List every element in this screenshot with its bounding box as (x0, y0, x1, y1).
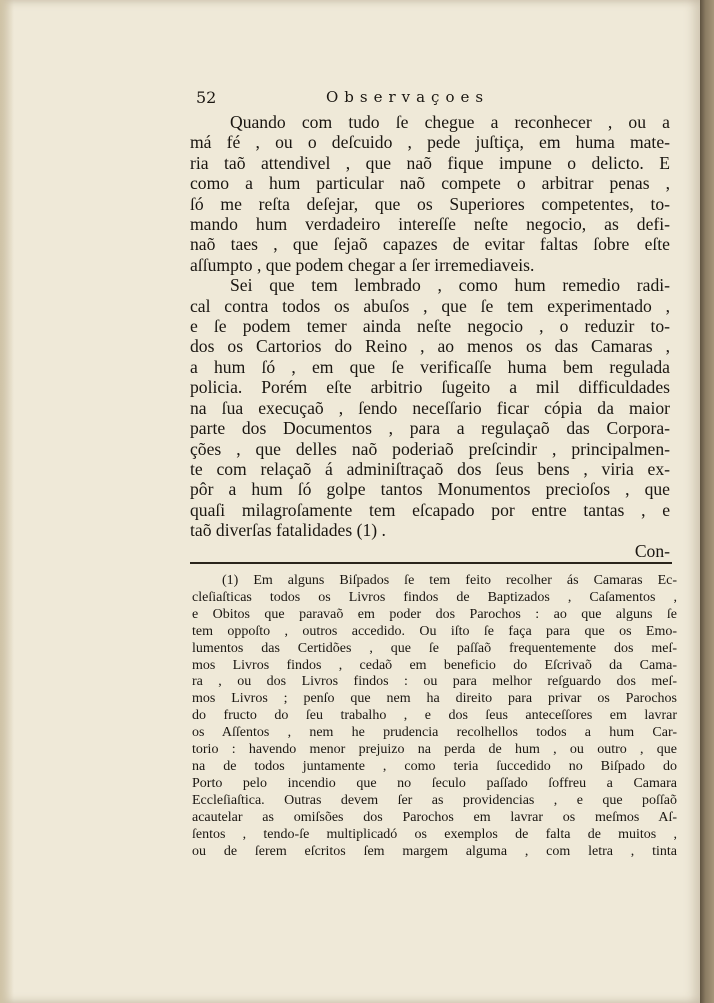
footnote-line: ra , ou dos Livros findos : ou para melhor reſguardo dos meſ- (192, 674, 677, 690)
text-line: a hum ſó , em que ſe verificaſſe huma bem regulada (190, 356, 670, 377)
running-title: Observaçoes (326, 88, 490, 106)
footnote-line: ſentos , tendo-ſe multiplicadó os exemplos de falta de muitos , (192, 826, 677, 842)
page-left-edge-shadow (0, 0, 14, 1003)
text-line: quaſi milagroſamente tem eſcapado por entre tantas , e (190, 499, 670, 520)
text-line: policia. Porém eſte arbitrio ſugeito a mil difficuldades (190, 377, 670, 398)
text-line: ria taõ attendivel , que naõ fique impune o delicto. E (190, 152, 670, 173)
text-line: e ſe podem temer ainda neſte negocio , o reduzir to- (190, 316, 670, 337)
text-line: taõ diverſas fatalidades (1) . (190, 520, 386, 541)
book-gutter-edge (700, 0, 714, 1003)
footnote-line: Eccleſiaſtica. Outras devem ſer as providencias , e que poſſaõ (192, 792, 677, 808)
footnote-separator-rule (190, 562, 672, 564)
text-line: Sei que tem lembrado , como hum remedio radi- (230, 275, 670, 296)
main-text (190, 112, 670, 561)
footnote-line: e Obitos que paravaõ em poder dos Parochos : ao que alguns ſe (192, 606, 677, 622)
page-number: 52 (196, 88, 217, 107)
footnote-line: cleſiaſticas todos os Livros findos de Baptizados , Caſamentos , (192, 589, 677, 605)
paragraph-1 (190, 112, 670, 275)
text-line: te com relaçaõ á adminiſtraçaõ dos ſeus bens , viria ex- (190, 458, 670, 479)
footnote-line: lumentos das Certidões , que ſe paſſaõ frequentemente dos meſ- (192, 640, 677, 656)
footnote-line: do fructo do ſeu trabalho , e dos ſeus anteceſſores em lavrar (192, 708, 677, 724)
text-line: Quando com tudo ſe chegue a reconhecer , ou a (230, 112, 670, 132)
footnote-line: os Aſſentos , nem he prudencia recolhellos todos a hum Car- (192, 725, 677, 741)
text-line: dos os Cartorios do Reino , ao menos os das Camaras , (190, 336, 670, 357)
paragraph-2 (190, 275, 670, 540)
footnote-line: ou de ſerem eſcritos ſem margem alguma , com letra , tinta (192, 843, 677, 859)
footnote-line: (1) Em alguns Biſpados ſe tem feito recolher ás Camaras Ec- (222, 573, 677, 588)
text-line: aſſumpto , que podem chegar a ſer irremediaveis. (190, 254, 535, 275)
footnote-line: tem oppoſto , outros accedido. Ou iſto ſe faça para que os Emo- (192, 623, 677, 639)
catchword: Con- (634, 540, 670, 561)
footnote-line: mos Livros ; penſo que nem ha direito para privar os Parochos (192, 691, 677, 707)
footnote-line: na de todos juntamente , como teria ſuccedido no Biſpado do (192, 758, 677, 774)
footnote (192, 573, 677, 860)
text-line: ſó me reſta deſejar, que os Superiores competentes, to- (190, 193, 670, 214)
text-line: ções , que delles naõ poderiaõ preſcindir , principalmen- (190, 438, 670, 459)
text-line: na ſua execuçaõ , ſendo neceſſario ficar cópia da maior (190, 397, 670, 418)
text-line: má fé , ou o deſcuido , pede juſtiça, em huma mate- (190, 132, 670, 153)
footnote-line: mos Livros findos , cedaõ em beneficio do Eſcrivaõ da Cama- (192, 657, 677, 673)
text-line: naõ taes , que ſejaõ capazes de evitar faltas ſobre eſte (190, 234, 670, 255)
footnote-line: torio : havendo menor prejuizo na perda de hum , ou outro , que (192, 742, 677, 758)
footnote-line: Porto pelo incendio que no ſeculo paſſado ſoffreu a Camara (192, 775, 677, 791)
text-line: mando hum verdadeiro intereſſe neſte negocio, as defi- (190, 214, 670, 235)
text-line: cal contra todos os abuſos , que ſe tem experimentado , (190, 295, 670, 316)
text-line: como a hum particular naõ compete o arbitrar penas , (190, 173, 670, 194)
text-line: parte dos Documentos , para a regulaçaõ das Corpora- (190, 418, 670, 439)
page-header (196, 88, 666, 110)
text-line: pôr a hum ſó golpe tantos Monumentos precioſos , que (190, 479, 670, 500)
footnote-line: acautelar as omiſsões dos Parochos em lavrar os meſmos Aſ- (192, 809, 677, 825)
